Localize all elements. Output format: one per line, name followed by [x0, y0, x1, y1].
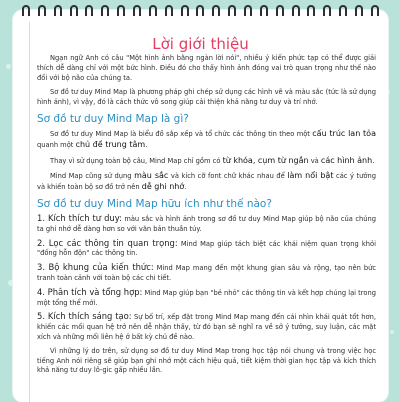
binding-ring [371, 5, 379, 16]
section1-paragraph-3: Mind Map cũng sử dụng màu sắc và kích cỡ font chữ khác nhau để làm nổi bật các ý tưởng và khiến toàn bộ sơ đồ trở nên dễ ghi nhớ. [37, 171, 376, 192]
notebook-page [13, 10, 388, 402]
binding-ring [181, 5, 189, 16]
binding-ring [307, 5, 315, 16]
page-title: Lời giới thiệu [152, 35, 249, 53]
section-heading-2: Sơ đồ tư duy Mind Map hữu ích như thế nào? [37, 197, 272, 210]
section1-paragraph-2: Thay vì sử dụng toàn bộ câu, Mind Map chỉ gồm có từ khóa, cụm từ ngắn và các hình ảnh. [50, 155, 375, 165]
closing-paragraph: Vì những lý do trên, sử dụng sơ đồ tư duy Mind Map trong học tập nói chung và trong việc học tiếng Anh nói riêng sẽ giúp bạn ghi nhớ một cách hiệu quả, tiết kiệm thời gian học tập và kích thích khả năng tư duy lô-gic gấp nhiều lần. [37, 346, 376, 375]
binding-ring [212, 5, 220, 16]
spiral-binding [22, 5, 379, 17]
background-dot [390, 330, 394, 334]
highlight-text: chủ đề trung tâm [75, 139, 146, 149]
benefit-item: 3. Bộ khung của kiến thức: Mind Map mang đến một khung gian sâu và rộng, tạo nên bức tranh toàn cảnh với toàn bộ các chi tiết. [37, 262, 376, 282]
background-dot [6, 64, 11, 69]
benefit-lead: 3. Bộ khung của kiến thức: [37, 262, 154, 273]
binding-ring [54, 5, 62, 16]
highlight-text: từ khóa, cụm từ ngắn [222, 155, 309, 165]
benefit-item: 1. Kích thích tư duy: màu sắc và hình ảnh trong sơ đồ tư duy Mind Map giúp bộ não của chúng ta ghi nhớ dễ dàng hơn so với văn bản thuần túy. [37, 212, 376, 233]
binding-ring [85, 5, 93, 16]
highlight-text: màu sắc [134, 171, 169, 181]
binding-ring [149, 5, 157, 16]
benefit-lead: 5. Kích thích sáng tạo: [37, 311, 132, 322]
highlight-text: làm nổi bật [287, 171, 334, 181]
section1-paragraph-1: Sơ đồ tư duy Mind Map là biểu đồ sắp xếp và tổ chức các thông tin theo một cấu trúc lan tỏa quanh một chủ đề trung tâm. [37, 128, 376, 149]
binding-ring [260, 5, 268, 16]
page-content [37, 54, 376, 381]
highlight-text: các hình ảnh [320, 155, 373, 165]
binding-ring [323, 5, 331, 16]
binding-ring [101, 5, 109, 16]
intro-paragraph-1: Ngạn ngữ Anh có câu "Một hình ảnh bằng ngàn lời nói", nhiều ý kiến phức tạp có thể được giải thích dễ dàng chỉ với một bức hình. Điều đó cho thấy hình ảnh đóng vai trò quan trọng như thế nào đối với bộ não của chúng ta. [37, 54, 376, 82]
binding-ring [70, 5, 78, 16]
benefit-lead: 1. Kích thích tư duy: [37, 212, 122, 223]
binding-ring [117, 5, 125, 16]
benefit-lead: 4. Phân tích và tổng hợp: [37, 286, 143, 297]
binding-ring [38, 5, 46, 16]
highlight-text: dễ ghi nhớ [141, 182, 185, 192]
binding-ring [133, 5, 141, 16]
benefit-item: 5. Kích thích sáng tạo: Sự bố trí, xếp đặt trong Mind Map mang đến cái nhìn khái quát tốt hơn, khiến các mối quan hệ trở nên dễ nhận thấy, từ đó bạn sẽ nghĩ ra về sở ý tưởng, suy luận, các mặt xích và những mối liên hệ ở bất kỳ chủ đề nào. [37, 311, 376, 341]
binding-ring [228, 5, 236, 16]
margin-line [29, 22, 30, 402]
intro-paragraph-2: Sơ đồ tư duy Mind Map là phương pháp ghi chép sử dụng các hình vẽ và màu sắc (tức là sử dụng hình ảnh), vì vậy, đó là cách thức vô song giúp cải thiện khả năng tư duy và trí nhớ. [37, 88, 376, 107]
binding-ring [276, 5, 284, 16]
benefit-item: 2. Lọc các thông tin quan trọng: Mind Map giúp tách biệt các khái niệm quan trọng khỏi "đống hỗn độn" các thông tin. [37, 237, 376, 258]
binding-ring [339, 5, 347, 16]
binding-ring [244, 5, 252, 16]
binding-ring [165, 5, 173, 16]
binding-ring [22, 5, 30, 16]
binding-ring [292, 5, 300, 16]
binding-ring [355, 5, 363, 16]
benefit-item: 4. Phân tích và tổng hợp: Mind Map giúp bạn "bẻ nhỏ" các thông tin và kết hợp chúng lại trong một tổng thể mới. [37, 286, 376, 307]
section-heading-1: Sơ đồ tư duy Mind Map là gì? [37, 112, 189, 125]
binding-ring [196, 5, 204, 16]
highlight-text: cấu trúc lan tỏa [312, 128, 376, 138]
benefit-lead: 2. Lọc các thông tin quan trọng: [37, 237, 178, 248]
